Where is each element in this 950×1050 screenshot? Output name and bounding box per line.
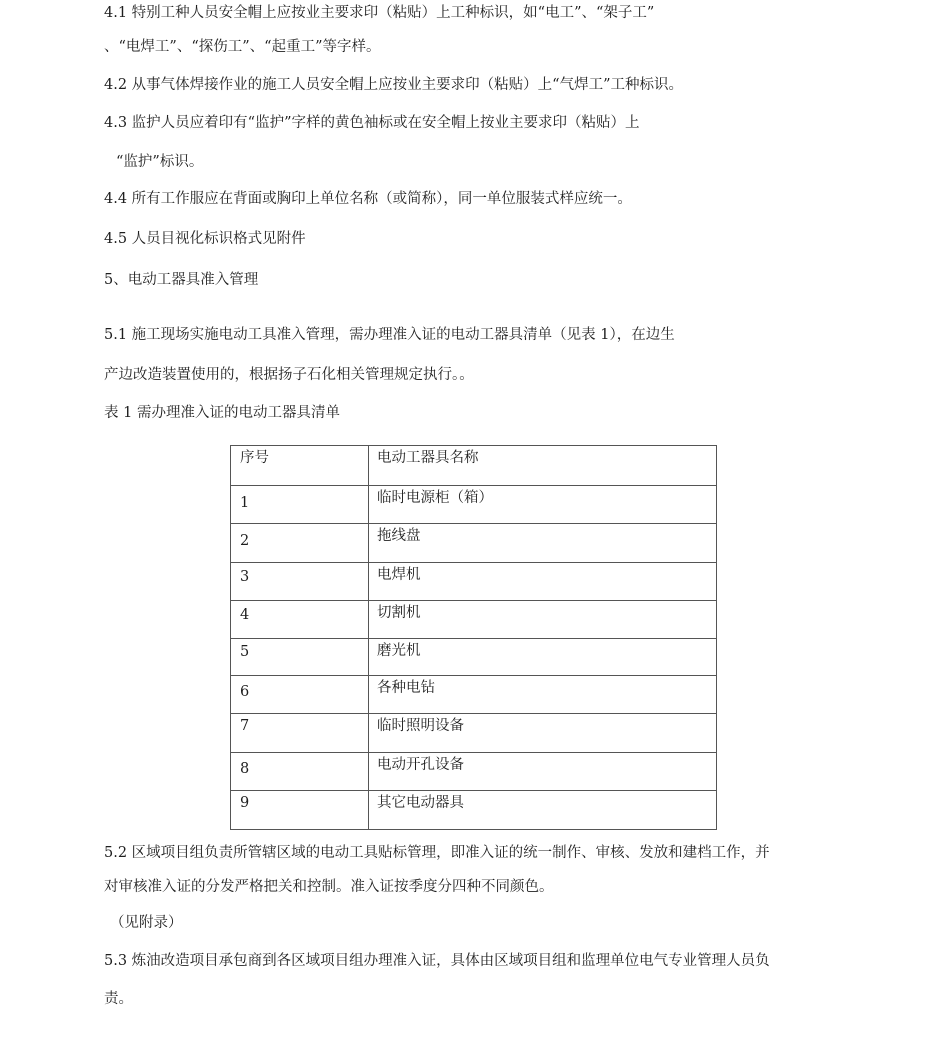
paragraph-5-2-line-1: 5.2 区域项目组负责所管辖区域的电动工具贴标管理，即准入证的统一制作、审核、发放和建档工作，并 bbox=[104, 845, 770, 861]
paragraph-5-3-line-2: 责。 bbox=[104, 991, 133, 1007]
row-index: 9 bbox=[240, 795, 250, 811]
section-5-heading: 5、电动工器具准入管理 bbox=[104, 272, 259, 288]
paragraph-5-2-line-3: （见附录） bbox=[110, 915, 183, 931]
name-cell bbox=[369, 714, 717, 753]
row-tool-name: 电焊机 bbox=[377, 567, 421, 583]
row-tool-name: 切割机 bbox=[377, 605, 421, 621]
table-caption: 表 1 需办理准入证的电动工器具清单 bbox=[104, 405, 340, 421]
name-cell bbox=[369, 676, 717, 714]
name-cell bbox=[369, 563, 717, 601]
row-tool-name: 电动开孔设备 bbox=[377, 757, 464, 773]
row-index: 8 bbox=[240, 761, 250, 777]
paragraph-4-3-line-1: 4.3 监护人员应着印有“监护”字样的黄色袖标或在安全帽上按业主要求印（粘贴）上 bbox=[104, 115, 640, 131]
table-row bbox=[231, 791, 717, 830]
index-cell bbox=[231, 524, 369, 563]
paragraph-4-1-line-2: 、“电焊工”、“探伤工”、“起重工”等字样。 bbox=[104, 39, 381, 55]
name-cell bbox=[369, 791, 717, 830]
row-index: 6 bbox=[240, 684, 250, 700]
table-row bbox=[231, 563, 717, 601]
name-cell bbox=[369, 486, 717, 524]
row-tool-name: 临时电源柜（箱） bbox=[377, 490, 493, 506]
row-tool-name: 临时照明设备 bbox=[377, 718, 464, 734]
row-tool-name: 其它电动器具 bbox=[377, 795, 464, 811]
index-cell bbox=[231, 714, 369, 753]
paragraph-5-3-line-1: 5.3 炼油改造项目承包商到各区域项目组办理准入证，具体由区域项目组和监理单位电气专业管理人员负 bbox=[104, 953, 770, 969]
paragraph-5-1-line-2: 产边改造装置使用的，根据扬子石化相关管理规定执行。。 bbox=[104, 367, 474, 383]
table-row bbox=[231, 524, 717, 563]
paragraph-4-4: 4.4 所有工作服应在背面或胸印上单位名称（或简称），同一单位服装式样应统一。 bbox=[104, 191, 632, 207]
row-index: 4 bbox=[240, 607, 250, 623]
header-name-label: 电动工器具名称 bbox=[377, 450, 479, 466]
table-row bbox=[231, 753, 717, 791]
name-cell bbox=[369, 639, 717, 676]
index-cell bbox=[231, 486, 369, 524]
table-row bbox=[231, 676, 717, 714]
row-index: 7 bbox=[240, 718, 250, 734]
tools-table bbox=[230, 445, 717, 830]
paragraph-4-3-line-2: “监护”标识。 bbox=[116, 154, 204, 170]
row-index: 1 bbox=[240, 495, 250, 511]
index-cell bbox=[231, 601, 369, 639]
name-cell bbox=[369, 753, 717, 791]
paragraph-4-1-line-1: 4.1 特别工种人员安全帽上应按业主要求印（粘贴）上工种标识，如“电工”、“架子工” bbox=[104, 5, 655, 21]
row-index: 3 bbox=[240, 569, 250, 585]
table-row bbox=[231, 639, 717, 676]
index-cell bbox=[231, 563, 369, 601]
row-index: 2 bbox=[240, 533, 250, 549]
header-index-label: 序号 bbox=[240, 450, 269, 466]
name-cell bbox=[369, 524, 717, 563]
header-cell-name bbox=[369, 446, 717, 486]
header-cell-index bbox=[231, 446, 369, 486]
index-cell bbox=[231, 791, 369, 830]
row-tool-name: 磨光机 bbox=[377, 643, 421, 659]
index-cell bbox=[231, 639, 369, 676]
name-cell bbox=[369, 601, 717, 639]
paragraph-5-1-line-1: 5.1 施工现场实施电动工具准入管理，需办理准入证的电动工器具清单（见表 1），在边生 bbox=[104, 327, 675, 343]
index-cell bbox=[231, 676, 369, 714]
row-tool-name: 拖线盘 bbox=[377, 528, 421, 544]
index-cell bbox=[231, 753, 369, 791]
table-header-row bbox=[231, 446, 717, 486]
paragraph-4-5: 4.5 人员目视化标识格式见附件 bbox=[104, 231, 306, 247]
paragraph-5-2-line-2: 对审核准入证的分发严格把关和控制。准入证按季度分四种不同颜色。 bbox=[104, 879, 554, 895]
row-tool-name: 各种电钻 bbox=[377, 680, 435, 696]
table-row bbox=[231, 714, 717, 753]
row-index: 5 bbox=[240, 644, 250, 660]
paragraph-4-2: 4.2 从事气体焊接作业的施工人员安全帽上应按业主要求印（粘贴）上“气焊工”工种标识。 bbox=[104, 77, 683, 93]
table-row bbox=[231, 486, 717, 524]
table-row bbox=[231, 601, 717, 639]
